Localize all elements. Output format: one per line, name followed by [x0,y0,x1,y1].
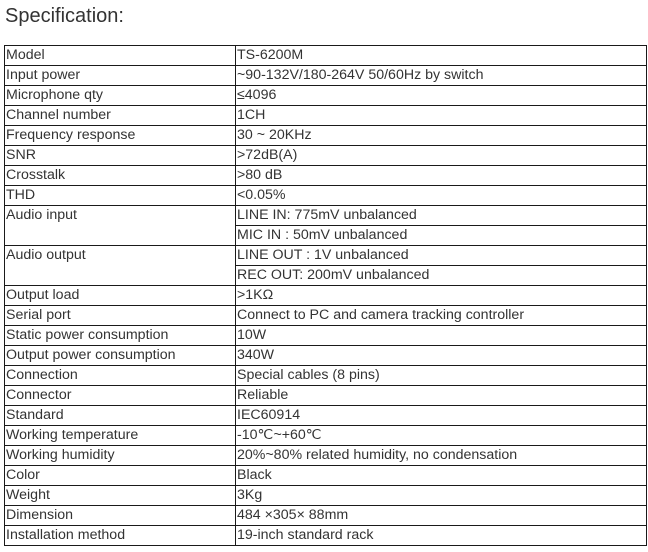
spec-parameter-cell: Connector [5,386,236,406]
page-title: Specification: [5,5,124,27]
spec-value-cell: >1KΩ [236,286,647,306]
spec-value-cell: <0.05% [236,186,647,206]
spec-parameter-cell: Audio input [5,206,236,246]
table-row [5,306,647,326]
table-row [5,506,647,526]
spec-parameter-cell: Crosstalk [5,166,236,186]
spec-parameter-cell: Static power consumption [5,326,236,346]
spec-value-cell: 484 ×305× 88mm [236,506,647,526]
table-row [5,446,647,466]
spec-value-cell: 1CH [236,106,647,126]
spec-parameter-cell: Input power [5,66,236,86]
spec-parameter-cell: THD [5,186,236,206]
spec-value-cell: Special cables (8 pins) [236,366,647,386]
spec-parameter-cell: Standard [5,406,236,426]
table-row [5,186,647,206]
table-row [5,206,647,226]
table-row [5,346,647,366]
table-row [5,486,647,506]
spec-value-cell: LINE OUT : 1V unbalanced [236,246,647,266]
table-row [5,66,647,86]
spec-value-cell: >72dB(A) [236,146,647,166]
spec-value-cell: TS-6200M [236,46,647,66]
spec-value-cell: -10℃~+60℃ [236,426,647,446]
spec-value-cell: Black [236,466,647,486]
spec-value-cell: 19-inch standard rack [236,526,647,546]
table-row [5,246,647,266]
spec-parameter-cell: Dimension [5,506,236,526]
table-row [5,406,647,426]
spec-value-cell: MIC IN : 50mV unbalanced [236,226,647,246]
spec-parameter-cell: Working humidity [5,446,236,466]
spec-parameter-cell: Output load [5,286,236,306]
spec-value-cell: ~90-132V/180-264V 50/60Hz by switch [236,66,647,86]
table-row [5,86,647,106]
spec-parameter-cell: Model [5,46,236,66]
spec-value-cell: Connect to PC and camera tracking controller [236,306,647,326]
specification-table [4,45,647,546]
spec-value-cell: 20%~80% related humidity, no condensation [236,446,647,466]
spec-parameter-cell: Channel number [5,106,236,126]
spec-parameter-cell: Audio output [5,246,236,286]
table-row [5,526,647,546]
table-row [5,286,647,306]
table-row [5,326,647,346]
spec-value-cell: Reliable [236,386,647,406]
spec-parameter-cell: Color [5,466,236,486]
table-row [5,366,647,386]
spec-parameter-cell: Connection [5,366,236,386]
spec-value-cell: ≤4096 [236,86,647,106]
table-row [5,126,647,146]
table-row [5,146,647,166]
spec-value-cell: IEC60914 [236,406,647,426]
specification-table-body [5,46,647,546]
spec-parameter-cell: Frequency response [5,126,236,146]
spec-value-cell: >80 dB [236,166,647,186]
spec-parameter-cell: Output power consumption [5,346,236,366]
spec-value-cell: 10W [236,326,647,346]
spec-value-cell: 3Kg [236,486,647,506]
spec-parameter-cell: Weight [5,486,236,506]
table-row [5,166,647,186]
spec-parameter-cell: Installation method [5,526,236,546]
spec-parameter-cell: SNR [5,146,236,166]
table-row [5,386,647,406]
spec-value-cell: 340W [236,346,647,366]
spec-value-cell: 30 ~ 20KHz [236,126,647,146]
table-row [5,46,647,66]
spec-parameter-cell: Serial port [5,306,236,326]
spec-value-cell: REC OUT: 200mV unbalanced [236,266,647,286]
spec-parameter-cell: Microphone qty [5,86,236,106]
table-row [5,426,647,446]
spec-value-cell: LINE IN: 775mV unbalanced [236,206,647,226]
table-row [5,106,647,126]
table-row [5,466,647,486]
spec-parameter-cell: Working temperature [5,426,236,446]
